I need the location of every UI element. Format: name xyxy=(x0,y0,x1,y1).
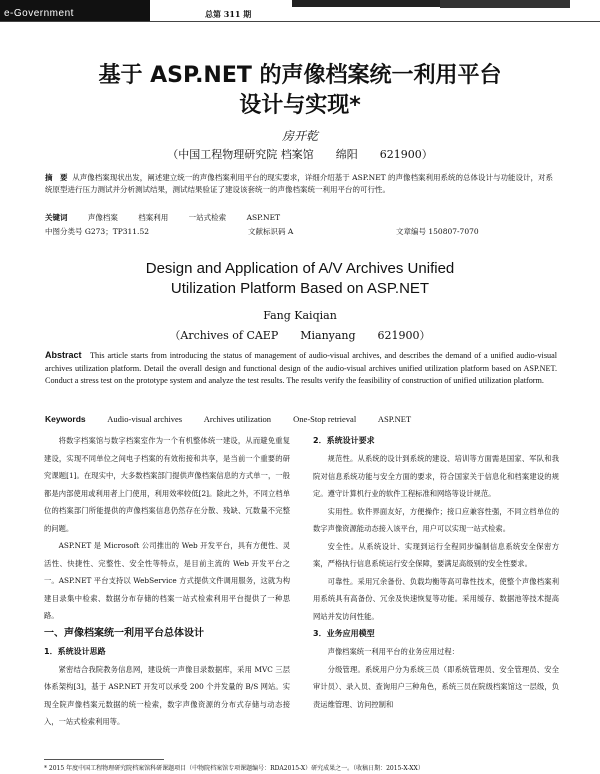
section-heading: 一、声像档案统一利用平台总体设计 xyxy=(44,627,204,639)
issue-number: 总第 311 期 xyxy=(205,9,252,19)
page-header xyxy=(0,0,600,22)
author-cn: 房开乾 xyxy=(281,129,318,143)
keywords-cn-label: 关键词 xyxy=(45,213,68,222)
affiliation-en: （Archives of CAEP Mianyang 621900） xyxy=(169,329,431,342)
keyword-en: One-Stop retrieval xyxy=(293,414,357,424)
footnote-divider xyxy=(44,759,164,760)
footnote: * 2015 年度中国工程物理研究院档案馆科研课题项目（中物院档案馆专项课题编号：RDA2015-X）研究成果之一。（收稿日期：2015-X-XX） xyxy=(44,765,424,772)
keyword-en: Audio-visual archives xyxy=(107,414,183,424)
paragraph: 分级管理。系统用户分为系统三员（即系统管理员、安全管理员、安全审计员）、录入员、查询用户三种角色，系统三员在院级档案馆这一层级，负责运维管理、访问控制和 xyxy=(313,664,559,709)
abstract-cn-text: 从声像档案现状出发，阐述建立统一的声像档案利用平台的现实要求，详细介绍基于 ASP.NET 的声像档案利用系统的总体设计与功能设计，对系统原型进行压力测试并分析测试结果，测试结果验证了建设该套统一的声像档案统一利用平台的可行性。 xyxy=(45,173,554,194)
abstract-cn xyxy=(45,172,555,196)
body-left-column xyxy=(44,432,290,731)
paragraph: 安全性。从系统设计、实现到运行全程同步编制信息系统安全保密方案，严格执行信息系统运行安全保障，要满足高级别的安全性要求。 xyxy=(313,541,559,568)
keyword-cn: 一站式检索 xyxy=(188,213,227,222)
body-right-column xyxy=(313,432,559,713)
abstract-en xyxy=(45,349,557,388)
clc-number: 中图分类号 G273；TP311.52 xyxy=(45,227,149,236)
keywords-cn xyxy=(45,212,298,223)
keyword-en: Archives utilization xyxy=(203,414,272,424)
paragraph: 可靠性。采用冗余备份、负载均衡等高可靠性技术，使整个声像档案利用系统具有高备份、冗余及快速恢复等功能。采用缓存、数据池等技术提高网站并发访问性能。 xyxy=(313,576,559,621)
keyword-cn: ASP.NET xyxy=(246,213,281,222)
paragraph: 紧密结合我院教务信息网，建设统一声像目录数据库，采用 MVC 三层体系架构[3]，基于 ASP.NET 开发可以承受 200 个并发量的 B/S 网站。实现全院声像档案元数据的统一检索，数字声像资源的分布式存储与动态接入，一站式检索利用等。 xyxy=(44,664,290,726)
keyword-cn: 声像档案 xyxy=(87,213,118,222)
header-decoration-right xyxy=(440,0,570,8)
title-cn-line1: 基于 ASP.NET 的声像档案统一利用平台 xyxy=(98,63,502,88)
keyword-en: ASP.NET xyxy=(377,414,412,424)
section-label: e-Government xyxy=(4,8,74,19)
affiliation-cn: （中国工程物理研究院 档案馆 绵阳 621900） xyxy=(167,148,433,161)
abstract-cn-label: 摘 要 xyxy=(45,173,68,182)
title-cn-line2: 设计与实现* xyxy=(239,93,361,118)
abstract-en-label: Abstract xyxy=(45,350,82,360)
article-number: 文章编号 150807-7070 xyxy=(396,227,479,236)
subsection-heading: 3．业务应用模型 xyxy=(313,629,375,638)
keyword-cn: 档案利用 xyxy=(138,213,169,222)
subsection-heading: 1．系统设计思路 xyxy=(44,646,106,656)
subsection-heading: 2．系统设计要求 xyxy=(313,436,375,445)
paragraph: 声像档案统一利用平台的业务应用过程： xyxy=(327,647,459,656)
document-code: 文献标识码 A xyxy=(248,227,294,236)
section-banner xyxy=(0,0,150,21)
paragraph: 将数字档案馆与数字档案室作为一个有机整体统一建设，从而避免重复建设，实现不同单位之间电子档案的有效衔接和共享，是当前一个重要的研究课题[1]。在现实中，大多数档案部门提供声像档案信息的方式单一，一般都是内部使用或利用者上门使用，利用效率较低[2]。除此之外，不同立档单位的档案部门所能提供的声像档案信息仍然存在分散、残缺、冗数量不完整的问题。 xyxy=(44,436,290,533)
header-divider xyxy=(0,21,600,22)
abstract-en-text: This article starts from introducing the status of management of audio-visual archives, and describes the demand of a unified audio-visual archives utilization platform. Detail the overall design and functional design of the audio-visual archives unified utilization platform based on ASP.NET. Conduct a stress test on the prototype system and analyze the test results. The results verify the feasibility of construction of unified utilization platform. xyxy=(45,351,558,385)
paragraph: 实用性。软件界面友好，方便操作；接口应兼容性强，不同立档单位的数字声像资源能动态接入该平台，用户可以实现一站式检索。 xyxy=(313,506,559,533)
paragraph: ASP.NET 是 Microsoft 公司推出的 Web 开发平台，具有方便性、灵活性、快捷性、完整性、安全性等特点，是目前主流的 Web 开发平台之一。ASP.NET 平台支持以 WebService 方式提供文件调用服务，这就为构建目录集中检索、数据分布存储的档案一站式检索利用平台提供了一种思路。 xyxy=(44,541,290,620)
title-en-line1: Design and Application of A/V Archives Unified xyxy=(145,260,455,277)
author-en: Fang Kaiqian xyxy=(263,309,337,322)
title-en-line2: Utilization Platform Based on ASP.NET xyxy=(170,280,430,297)
keywords-en-label: Keywords xyxy=(45,414,86,424)
paragraph: 规范性。从系统的设计到系统的建设、培训等方面需是国家、军队和我院对信息系统功能与安全方面的要求，符合国家关于信息化和档案建设的规定。遵守计算机行业的软件工程标准和网络等设计规范。 xyxy=(313,454,559,498)
keywords-en xyxy=(45,414,431,424)
